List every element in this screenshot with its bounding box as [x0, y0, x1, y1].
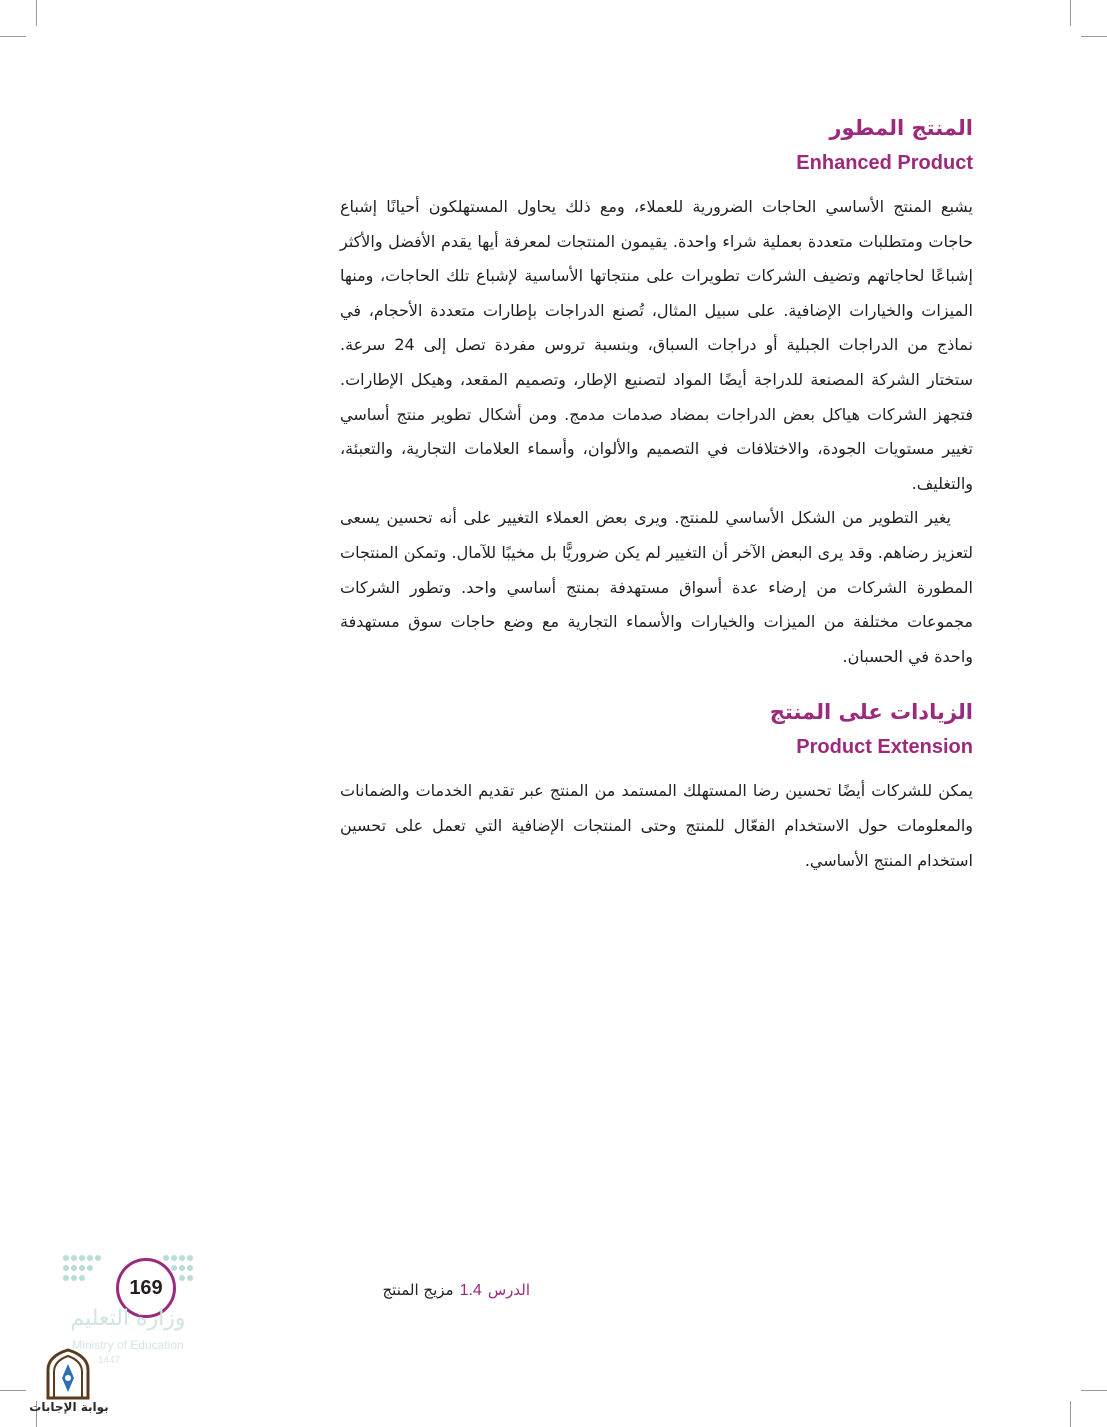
site-logo-icon	[44, 1348, 92, 1400]
crop-mark	[0, 36, 26, 37]
ministry-name-en: Ministry of Education	[72, 1338, 184, 1352]
lesson-number: 1.4	[459, 1282, 482, 1299]
lesson-name: مزيج المنتج	[382, 1281, 454, 1299]
paragraph: يغير التطوير من الشكل الأساسي للمنتج. ويرى بعض العملاء التغيير على أنه تحسين يسعى لتعزيز رضاهم. وقد يرى البعض الآخر أن التغيير لم يكن ضروريًّا بل مخيبًا للآمال. وتمكن المنتجات المطورة الشركات من إرضاء عدة أسواق مستهدفة بمنتج أساسي واحد. وتطور الشركات مجموعات مختلفة من الميزات والخيارات والأسماء التجارية مع وضع حاجات سوق مستهدفة واحدة في الحسبان.	[340, 508, 973, 666]
ministry-name-ar: وزارة التعليم	[70, 1306, 186, 1331]
lesson-label: الدرس	[487, 1281, 530, 1299]
crop-mark	[1070, 0, 1071, 26]
crop-mark	[1070, 1401, 1071, 1427]
crop-mark	[36, 0, 37, 26]
crop-mark	[1081, 36, 1107, 37]
crop-mark	[1081, 1390, 1107, 1391]
section-title-enhanced-product-ar: المنتج المطور	[829, 116, 973, 140]
section-title-enhanced-product-en: Enhanced Product	[796, 152, 973, 174]
crop-mark	[0, 1390, 26, 1391]
site-name: بوابة الإجابات	[29, 1400, 109, 1414]
section-title-product-extension-ar: الزيادات على المنتج	[769, 700, 973, 725]
ministry-year: 1447	[98, 1355, 121, 1366]
paragraph: يشبع المنتج الأساسي الحاجات الضرورية للعملاء، ومع ذلك يحاول المستهلكون أحيانًا إشباع حاجات ومتطلبات متعددة بعملية شراء واحدة. يقيمون المنتجات لمعرفة أيها يقدم الأفضل والأكثر إشباعًا لحاجاتهم وتضيف الشركات تطويرات على منتجاتها الأساسية لإشباع تلك الحاجات، ومنها الميزات والخيارات الإضافية. على سبيل المثال، تُصنع الدراجات بإطارات متعددة الأحجام، في نماذج من الدراجات الجبلية أو دراجات السباق، وبنسبة تروس مفردة تصل إلى 24 سرعة. ستختار الشركة المصنعة للدراجة أيضًا المواد لتصنيع الإطار، وتصميم المقعد، وهيكل الإطارات. فتجهز الشركات هياكل بعض الدراجات بمضاد صدمات مدمج. ومن أشكال تطوير منتج أساسي تغيير مستويات الجودة، والاختلافات في التصميم والألوان، وأسماء العلامات التجارية، والتعبئة، والتغليف.	[340, 197, 973, 493]
paragraph: يمكن للشركات أيضًا تحسين رضا المستهلك المستمد من المنتج عبر تقديم الخدمات والضمانات والمعلومات حول الاستخدام الفعّال للمنتج وحتى المنتجات الإضافية التي تعمل على تحسين استخدام المنتج الأساسي.	[340, 781, 973, 870]
page-number: 169	[116, 1258, 176, 1318]
section-title-product-extension-en: Product Extension	[796, 736, 973, 759]
page-content	[340, 112, 973, 878]
footer-lesson	[340, 1276, 530, 1305]
